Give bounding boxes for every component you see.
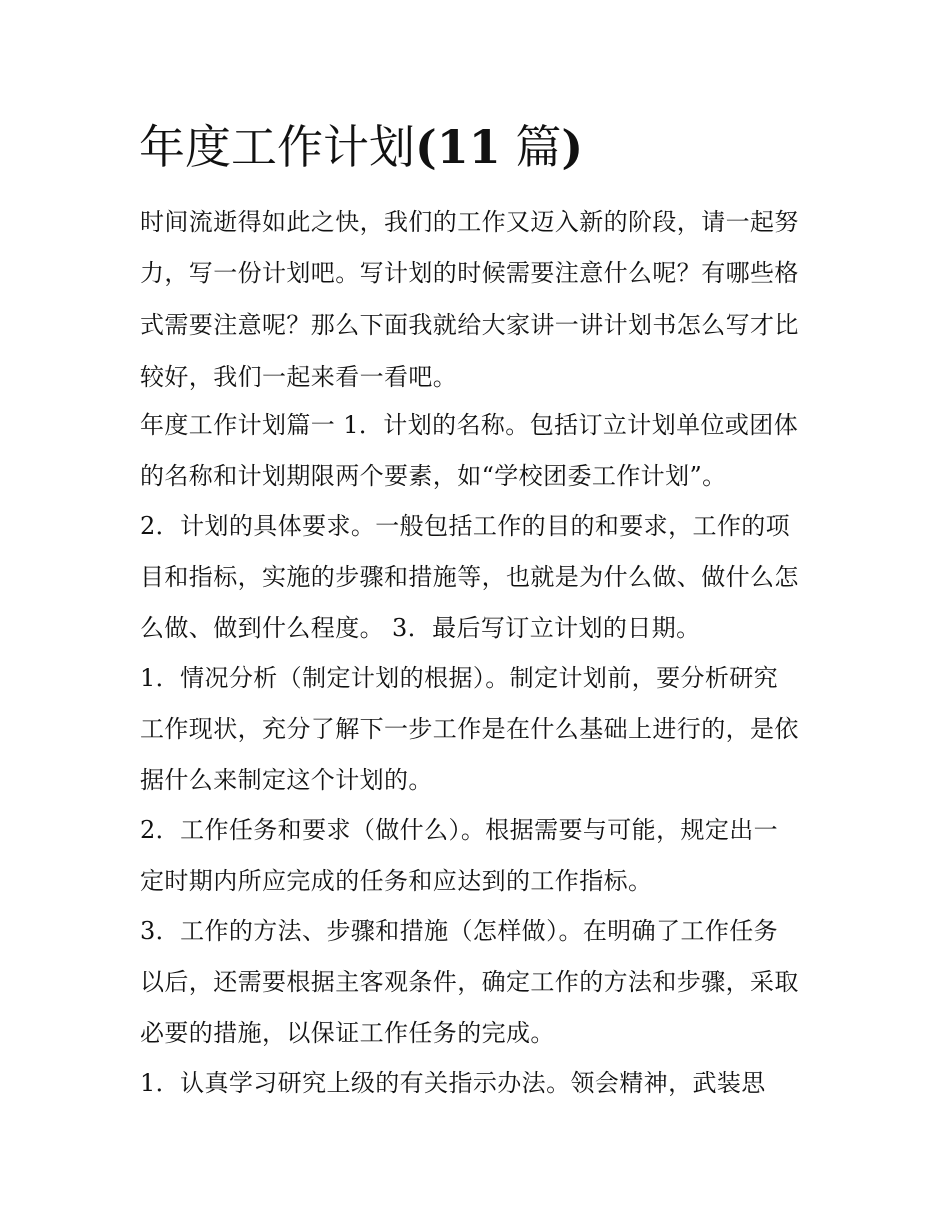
body-line: 较好，我们一起来看一看吧。	[140, 363, 458, 391]
body-line: 必要的措施，以保证工作任务的完成。	[140, 1019, 555, 1047]
document-title	[139, 112, 583, 182]
title-count: 11	[436, 120, 501, 174]
body-line: 2．工作任务和要求（做什么）。根据需要与可能，规定出一	[140, 816, 779, 844]
body-line: 年度工作计划篇一 1．计划的名称。包括订立计划单位或团体	[140, 411, 799, 439]
body-line: 据什么来制定这个计划的。	[140, 766, 433, 794]
body-line: 以后，还需要根据主客观条件，确定工作的方法和步骤，采取	[140, 968, 799, 996]
title-close-paren: )	[561, 120, 584, 174]
body-line: 2．计划的具体要求。一般包括工作的目的和要求，工作的项	[140, 512, 791, 540]
body-line: 目和指标，实施的步骤和措施等，也就是为什么做、做什么怎	[140, 563, 799, 591]
body-line: 式需要注意呢？那么下面我就给大家讲一讲计划书怎么写才比	[140, 311, 799, 339]
body-line: 工作现状，充分了解下一步工作是在什么基础上进行的，是依	[140, 715, 799, 743]
body-line: 时间流逝得如此之快，我们的工作又迈入新的阶段，请一起努	[140, 208, 799, 236]
body-line: 的名称和计划期限两个要素，如“学校团委工作计划”。	[140, 462, 727, 490]
body-line: 么做、做到什么程度。 3．最后写订立计划的日期。	[140, 614, 701, 642]
body-line: 3．工作的方法、步骤和措施（怎样做）。在明确了工作任务	[140, 917, 779, 945]
body-line: 1．认真学习研究上级的有关指示办法。领会精神，武装思	[140, 1069, 766, 1097]
body-line: 定时期内所应完成的任务和应达到的工作指标。	[140, 867, 653, 895]
body-line: 1．情况分析（制定计划的根据）。制定计划前，要分析研究	[140, 664, 779, 692]
body-line: 力，写一份计划吧。写计划的时候需要注意什么呢？有哪些格	[140, 259, 799, 287]
title-open-paren: (	[415, 120, 437, 174]
title-main: 年度工作计划	[139, 120, 415, 174]
title-suffix: 篇	[500, 120, 562, 174]
